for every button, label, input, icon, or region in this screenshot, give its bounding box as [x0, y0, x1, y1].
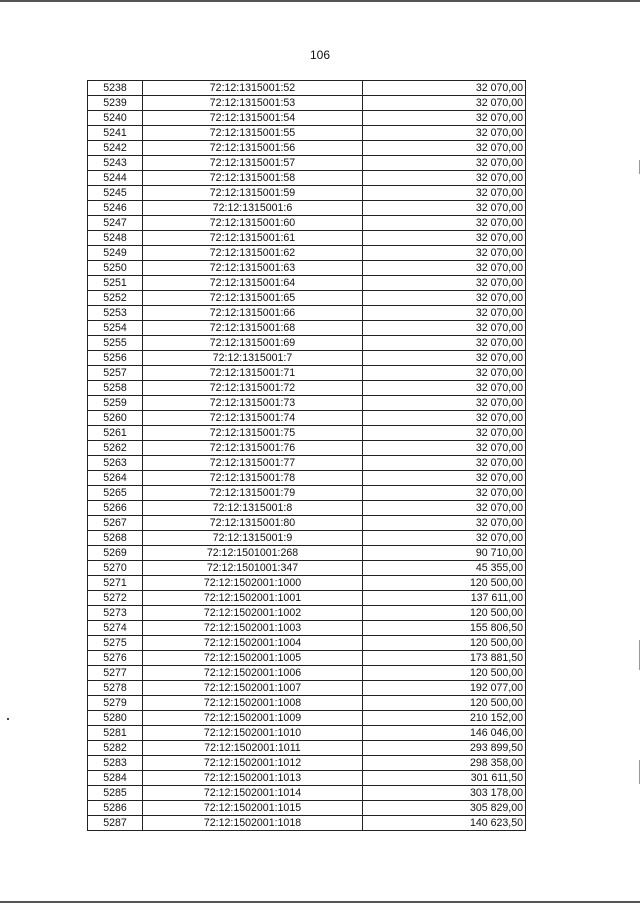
table-row: [88, 621, 526, 636]
table-row: [88, 411, 526, 426]
table-body: [88, 81, 526, 831]
cadastral-value: 32 070,00: [363, 111, 526, 126]
cadastral-number: 72:12:1315001:52: [143, 81, 363, 96]
cadastral-value: 32 070,00: [363, 171, 526, 186]
row-number: 5284: [88, 771, 143, 786]
cadastral-number: 72:12:1502001:1015: [143, 801, 363, 816]
table-row: [88, 276, 526, 291]
table-row: [88, 201, 526, 216]
row-number: 5281: [88, 726, 143, 741]
row-number: 5269: [88, 546, 143, 561]
table-row: [88, 516, 526, 531]
cadastral-value: 32 070,00: [363, 426, 526, 441]
cadastral-value: 32 070,00: [363, 516, 526, 531]
table-row: [88, 126, 526, 141]
row-number: 5252: [88, 291, 143, 306]
cadastral-number: 72:12:1502001:1009: [143, 711, 363, 726]
table-row: [88, 456, 526, 471]
cadastral-value: 293 899,50: [363, 741, 526, 756]
table-row: [88, 366, 526, 381]
row-number: 5286: [88, 801, 143, 816]
cadastral-value: 32 070,00: [363, 366, 526, 381]
row-number: 5241: [88, 126, 143, 141]
row-number: 5242: [88, 141, 143, 156]
row-number: 5264: [88, 471, 143, 486]
cadastral-value: 305 829,00: [363, 801, 526, 816]
table-row: [88, 81, 526, 96]
cadastral-number: 72:12:1315001:60: [143, 216, 363, 231]
table-row: [88, 786, 526, 801]
cadastral-value: 32 070,00: [363, 381, 526, 396]
row-number: 5246: [88, 201, 143, 216]
row-number: 5285: [88, 786, 143, 801]
row-number: 5270: [88, 561, 143, 576]
row-number: 5239: [88, 96, 143, 111]
cadastral-value: 90 710,00: [363, 546, 526, 561]
table-row: [88, 291, 526, 306]
scan-speck: [7, 718, 9, 720]
cadastral-number: 72:12:1315001:59: [143, 186, 363, 201]
cadastral-value: 137 611,00: [363, 591, 526, 606]
cadastral-value: 32 070,00: [363, 336, 526, 351]
cadastral-value: 32 070,00: [363, 216, 526, 231]
table-row: [88, 486, 526, 501]
cadastral-number: 72:12:1315001:56: [143, 141, 363, 156]
table-row: [88, 501, 526, 516]
table-row: [88, 576, 526, 591]
cadastral-number: 72:12:1315001:66: [143, 306, 363, 321]
row-number: 5256: [88, 351, 143, 366]
cadastral-value: 32 070,00: [363, 456, 526, 471]
cadastral-number: 72:12:1315001:78: [143, 471, 363, 486]
cadastral-value: 32 070,00: [363, 246, 526, 261]
table-row: [88, 351, 526, 366]
cadastral-value: 173 881,50: [363, 651, 526, 666]
table-row: [88, 696, 526, 711]
row-number: 5277: [88, 666, 143, 681]
cadastral-number: 72:12:1501001:347: [143, 561, 363, 576]
row-number: 5260: [88, 411, 143, 426]
cadastral-number: 72:12:1315001:61: [143, 231, 363, 246]
table-row: [88, 636, 526, 651]
cadastral-value: 32 070,00: [363, 96, 526, 111]
table-row: [88, 336, 526, 351]
cadastral-value: 192 077,00: [363, 681, 526, 696]
table-row: [88, 216, 526, 231]
cadastral-value: 45 355,00: [363, 561, 526, 576]
table-row: [88, 396, 526, 411]
cadastral-number: 72:12:1502001:1000: [143, 576, 363, 591]
row-number: 5271: [88, 576, 143, 591]
table-row: [88, 321, 526, 336]
cadastral-value: 301 611,50: [363, 771, 526, 786]
row-number: 5240: [88, 111, 143, 126]
cadastral-number: 72:12:1315001:71: [143, 366, 363, 381]
row-number: 5244: [88, 171, 143, 186]
cadastral-number: 72:12:1502001:1005: [143, 651, 363, 666]
cadastral-value: 32 070,00: [363, 351, 526, 366]
cadastral-value: 140 623,50: [363, 816, 526, 831]
page-number: 106: [309, 48, 331, 62]
row-number: 5266: [88, 501, 143, 516]
cadastral-number: 72:12:1315001:8: [143, 501, 363, 516]
row-number: 5238: [88, 81, 143, 96]
cadastral-number: 72:12:1502001:1013: [143, 771, 363, 786]
table-row: [88, 471, 526, 486]
row-number: 5265: [88, 486, 143, 501]
table-row: [88, 186, 526, 201]
table-row: [88, 306, 526, 321]
cadastral-value: 32 070,00: [363, 156, 526, 171]
cadastral-value: 32 070,00: [363, 231, 526, 246]
cadastral-number: 72:12:1502001:1007: [143, 681, 363, 696]
row-number: 5287: [88, 816, 143, 831]
cadastral-value: 303 178,00: [363, 786, 526, 801]
cadastral-number: 72:12:1502001:1004: [143, 636, 363, 651]
cadastral-number: 72:12:1315001:55: [143, 126, 363, 141]
table-row: [88, 771, 526, 786]
cadastral-number: 72:12:1315001:54: [143, 111, 363, 126]
cadastral-value: 298 358,00: [363, 756, 526, 771]
cadastral-number: 72:12:1315001:73: [143, 396, 363, 411]
table-row: [88, 726, 526, 741]
table-row: [88, 591, 526, 606]
cadastral-value: 32 070,00: [363, 411, 526, 426]
row-number: 5250: [88, 261, 143, 276]
row-number: 5272: [88, 591, 143, 606]
table-row: [88, 801, 526, 816]
row-number: 5254: [88, 321, 143, 336]
table-row: [88, 96, 526, 111]
cadastral-value: 32 070,00: [363, 291, 526, 306]
table-row: [88, 441, 526, 456]
table-row: [88, 651, 526, 666]
table-row: [88, 561, 526, 576]
cadastral-number: 72:12:1502001:1008: [143, 696, 363, 711]
cadastral-number: 72:12:1315001:80: [143, 516, 363, 531]
cadastral-number: 72:12:1502001:1002: [143, 606, 363, 621]
row-number: 5262: [88, 441, 143, 456]
cadastral-number: 72:12:1315001:65: [143, 291, 363, 306]
row-number: 5276: [88, 651, 143, 666]
cadastral-number: 72:12:1315001:6: [143, 201, 363, 216]
cadastral-number: 72:12:1502001:1011: [143, 741, 363, 756]
cadastral-value: 146 046,00: [363, 726, 526, 741]
cadastral-number: 72:12:1502001:1018: [143, 816, 363, 831]
cadastral-value: 32 070,00: [363, 321, 526, 336]
table-row: [88, 606, 526, 621]
row-number: 5249: [88, 246, 143, 261]
cadastral-value-table: [87, 80, 526, 831]
table-row: [88, 546, 526, 561]
row-number: 5257: [88, 366, 143, 381]
row-number: 5259: [88, 396, 143, 411]
cadastral-number: 72:12:1501001:268: [143, 546, 363, 561]
table-row: [88, 666, 526, 681]
top-border-line: [0, 0, 640, 2]
cadastral-value: 120 500,00: [363, 666, 526, 681]
table-row: [88, 741, 526, 756]
cadastral-number: 72:12:1315001:64: [143, 276, 363, 291]
row-number: 5267: [88, 516, 143, 531]
cadastral-value: 32 070,00: [363, 501, 526, 516]
row-number: 5248: [88, 231, 143, 246]
table-row: [88, 756, 526, 771]
cadastral-number: 72:12:1315001:68: [143, 321, 363, 336]
table-row: [88, 261, 526, 276]
cadastral-number: 72:12:1502001:1001: [143, 591, 363, 606]
cadastral-number: 72:12:1315001:72: [143, 381, 363, 396]
cadastral-number: 72:12:1502001:1006: [143, 666, 363, 681]
cadastral-number: 72:12:1315001:75: [143, 426, 363, 441]
cadastral-value: 32 070,00: [363, 126, 526, 141]
row-number: 5268: [88, 531, 143, 546]
cadastral-value: 32 070,00: [363, 186, 526, 201]
cadastral-value: 32 070,00: [363, 471, 526, 486]
cadastral-number: 72:12:1502001:1010: [143, 726, 363, 741]
table-row: [88, 381, 526, 396]
row-number: 5273: [88, 606, 143, 621]
table-row: [88, 141, 526, 156]
bottom-border-line: [0, 901, 640, 903]
cadastral-number: 72:12:1315001:9: [143, 531, 363, 546]
row-number: 5243: [88, 156, 143, 171]
row-number: 5253: [88, 306, 143, 321]
row-number: 5280: [88, 711, 143, 726]
cadastral-value: 120 500,00: [363, 576, 526, 591]
table-row: [88, 531, 526, 546]
row-number: 5278: [88, 681, 143, 696]
cadastral-number: 72:12:1315001:58: [143, 171, 363, 186]
cadastral-value: 32 070,00: [363, 396, 526, 411]
cadastral-value: 32 070,00: [363, 441, 526, 456]
cadastral-value: 155 806,50: [363, 621, 526, 636]
cadastral-value: 210 152,00: [363, 711, 526, 726]
cadastral-number: 72:12:1502001:1014: [143, 786, 363, 801]
cadastral-value: 120 500,00: [363, 696, 526, 711]
cadastral-number: 72:12:1315001:77: [143, 456, 363, 471]
cadastral-number: 72:12:1315001:7: [143, 351, 363, 366]
row-number: 5263: [88, 456, 143, 471]
cadastral-number: 72:12:1502001:1012: [143, 756, 363, 771]
cadastral-value: 32 070,00: [363, 276, 526, 291]
cadastral-number: 72:12:1315001:57: [143, 156, 363, 171]
table-row: [88, 171, 526, 186]
cadastral-number: 72:12:1315001:53: [143, 96, 363, 111]
table-row: [88, 231, 526, 246]
table-row: [88, 681, 526, 696]
table-row: [88, 816, 526, 831]
table-row: [88, 426, 526, 441]
row-number: 5247: [88, 216, 143, 231]
cadastral-value: 120 500,00: [363, 606, 526, 621]
cadastral-number: 72:12:1315001:63: [143, 261, 363, 276]
row-number: 5245: [88, 186, 143, 201]
cadastral-number: 72:12:1315001:76: [143, 441, 363, 456]
row-number: 5275: [88, 636, 143, 651]
row-number: 5283: [88, 756, 143, 771]
row-number: 5274: [88, 621, 143, 636]
table-row: [88, 711, 526, 726]
cadastral-value: 32 070,00: [363, 261, 526, 276]
cadastral-number: 72:12:1315001:79: [143, 486, 363, 501]
cadastral-value: 32 070,00: [363, 531, 526, 546]
row-number: 5282: [88, 741, 143, 756]
row-number: 5261: [88, 426, 143, 441]
row-number: 5255: [88, 336, 143, 351]
row-number: 5251: [88, 276, 143, 291]
cadastral-value: 32 070,00: [363, 201, 526, 216]
cadastral-value: 32 070,00: [363, 141, 526, 156]
row-number: 5279: [88, 696, 143, 711]
cadastral-value: 32 070,00: [363, 306, 526, 321]
row-number: 5258: [88, 381, 143, 396]
cadastral-value: 120 500,00: [363, 636, 526, 651]
cadastral-value: 32 070,00: [363, 81, 526, 96]
cadastral-number: 72:12:1315001:62: [143, 246, 363, 261]
table-row: [88, 246, 526, 261]
cadastral-number: 72:12:1502001:1003: [143, 621, 363, 636]
cadastral-number: 72:12:1315001:69: [143, 336, 363, 351]
cadastral-number: 72:12:1315001:74: [143, 411, 363, 426]
cadastral-value: 32 070,00: [363, 486, 526, 501]
table-row: [88, 111, 526, 126]
table-row: [88, 156, 526, 171]
